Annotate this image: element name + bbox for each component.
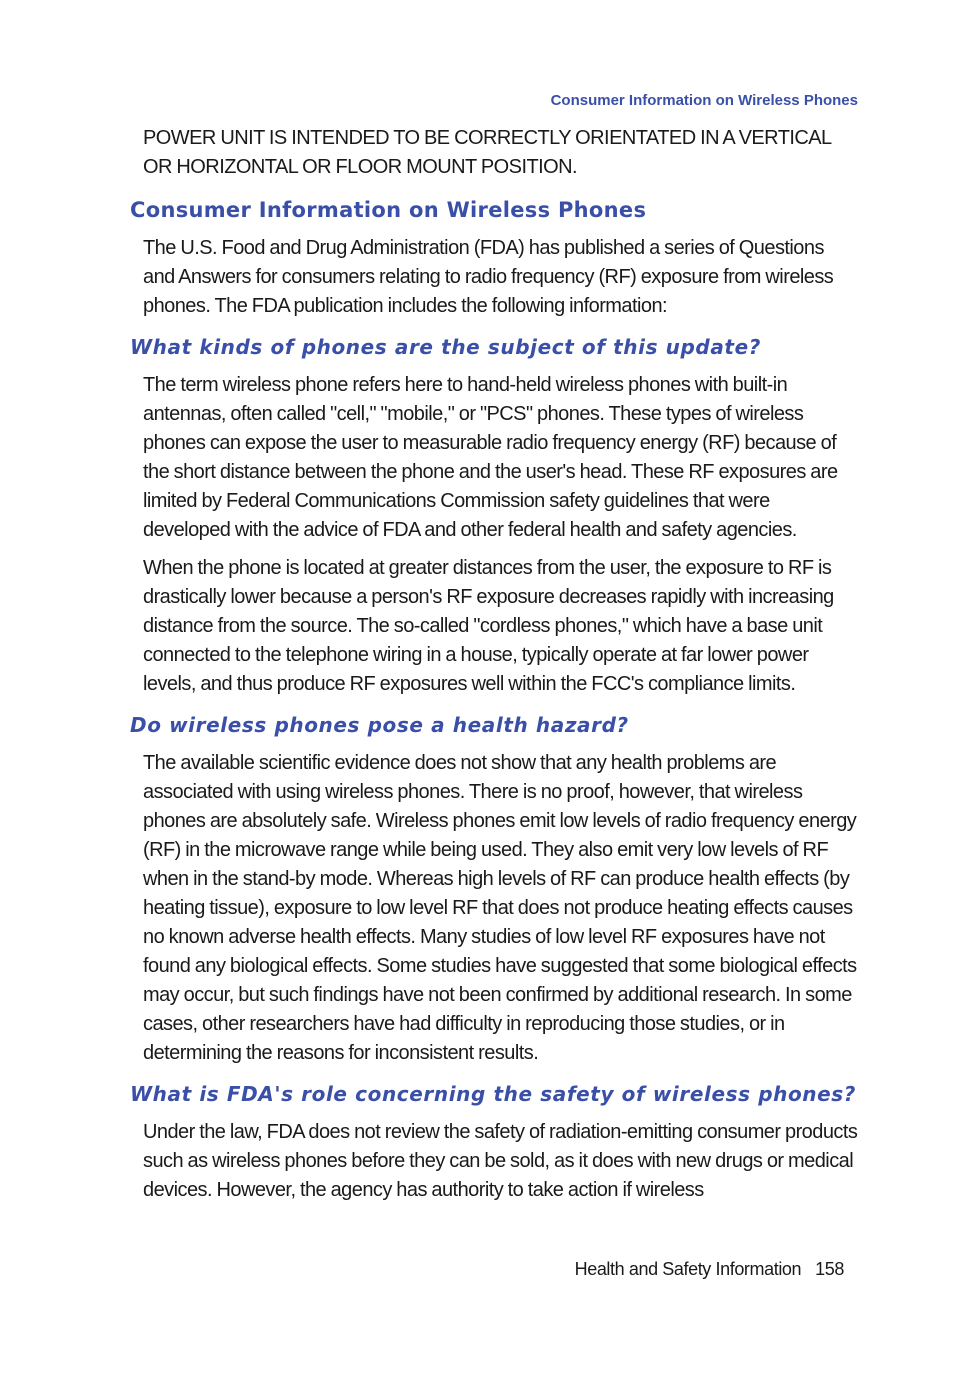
question-heading-health-hazard: Do wireless phones pose a health hazard?: [130, 713, 629, 737]
intro-paragraph: POWER UNIT IS INTENDED TO BE CORRECTLY ORIENTATED IN A VERTICAL OR HORIZONTAL OR FLOOR MOUNT POSITION.: [143, 127, 831, 178]
section-heading: Consumer Information on Wireless Phones: [130, 198, 647, 222]
footer-section-name: Health and Safety Information: [574, 1259, 802, 1279]
question-heading-phone-types: What kinds of phones are the subject of this update?: [130, 335, 761, 359]
paragraph-phone-types-2: When the phone is located at greater distances from the user, the exposure to RF is drastically lower because a person's RF exposure decreases rapidly with increasing distance from the source. The so-called "cordless phones," which have a base unit connected to the telephone wiring in a house, typically operate at far lower power levels, and thus produce RF exposures well within the FCC's compliance limits.: [143, 557, 834, 695]
paragraph-phone-types-1: The term wireless phone refers here to hand-held wireless phones with built-in antennas, often called "cell," "mobile," or "PCS" phones. These types of wireless phones can expose the user to measurable radio frequency energy (RF) because of the short distance between the phone and the user's head. These RF exposures are limited by Federal Communications Commission safety guidelines that were developed with the advice of FDA and other federal health and safety agencies.: [143, 374, 838, 541]
page-content: [0, 124, 954, 1205]
paragraph-health-hazard: The available scientific evidence does not show that any health problems are associated with using wireless phones. There is no proof, however, that wireless phones are absolutely safe. Wireless phones emit low levels of radio frequency energy (RF) in the microwave range while being used. They also emit very low levels of RF when in the stand-by mode. Whereas high levels of RF can produce health effects (by heating tissue), exposure to low level RF that does not produce heating effects causes no known adverse health effects. Many studies of low level RF exposures have not found any biological effects. Some studies have suggested that some biological effects may occur, but such findings have not been confirmed by additional research. In some cases, other researchers have had difficulty in reproducing those studies, or in determining the reasons for inconsistent results.: [143, 752, 857, 1064]
page-footer: [575, 1259, 844, 1280]
section-paragraph: The U.S. Food and Drug Administration (FDA) has published a series of Questions and Answers for consumers relating to radio frequency (RF) exposure from wireless phones. The FDA publication includes the following information:: [143, 237, 834, 317]
question-heading-fda-role: What is FDA's role concerning the safety of wireless phones?: [130, 1082, 856, 1106]
running-header-title: Consumer Information on Wireless Phones: [550, 92, 858, 109]
page-number: 158: [815, 1259, 844, 1279]
paragraph-fda-role: Under the law, FDA does not review the safety of radiation-emitting consumer products such as wireless phones before they can be sold, as it does with new drugs or medical devices. However, the agency has authority to take action if wireless: [143, 1121, 858, 1201]
